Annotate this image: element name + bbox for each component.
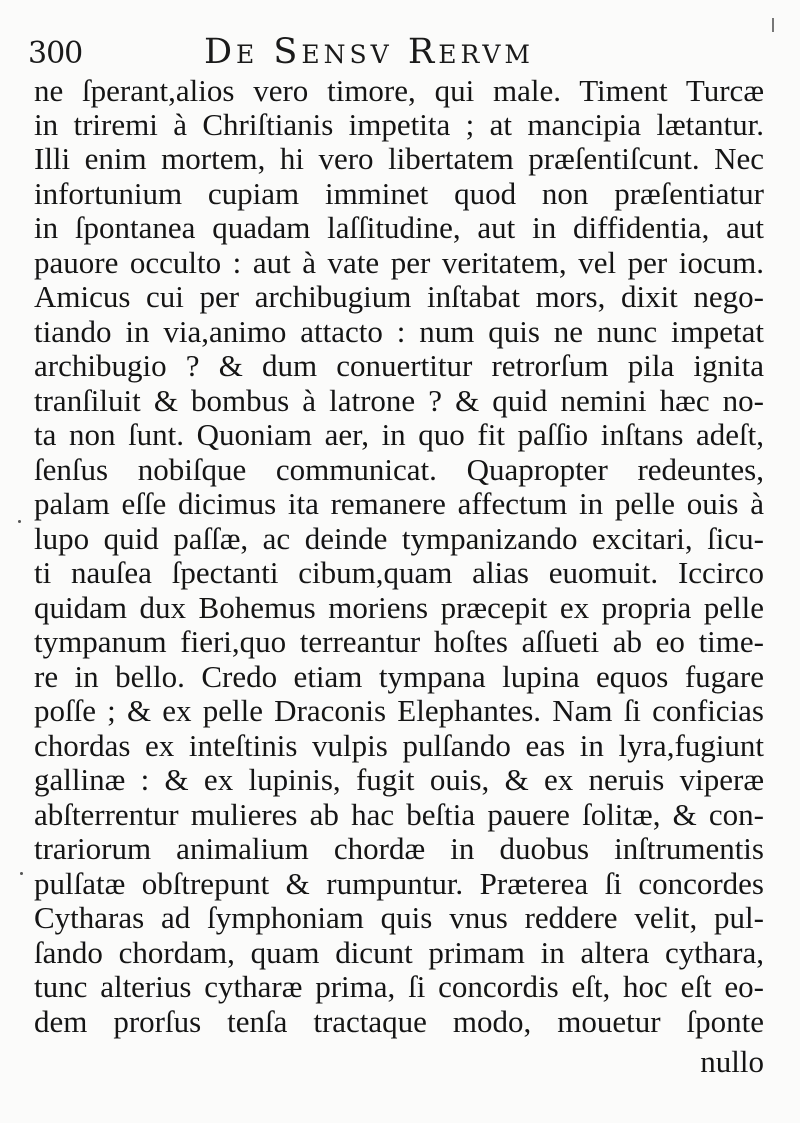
text-line: Cytharas ad ſymphoniam quis vnus reddere velit, pul- [34,901,764,935]
text-line: trariorum animalium chordæ in duobus inſtrumentis [34,832,764,866]
ink-speck [18,520,21,523]
text-line: abſterrentur mulieres ab hac beſtia pauere ſolitæ, & con- [34,798,764,832]
text-line: ta non ſunt. Quoniam aer, in quo fit paſſio inſtans adeſt, [34,418,764,452]
text-line: gallinæ : & ex lupinis, fugit ouis, & ex neruis viperæ [34,763,764,797]
text-line: Illi enim mortem, hi vero libertatem præſentiſcunt. Nec [34,142,764,176]
text-line: tunc alterius cytharæ prima, ſi concordis eſt, hoc eſt eo- [34,970,764,1004]
text-line: ſenſus nobiſque communicat. Quapropter redeuntes, [34,453,764,487]
running-head: De Sensv Rervm [204,32,535,72]
ink-speck [20,872,23,875]
page-number: 300 [28,36,83,71]
text-line: chordas ex inteſtinis vulpis pulſando eas in lyra,fugiunt [34,729,764,763]
text-line: palam eſſe dicimus ita remanere affectum in pelle ouis à [34,487,764,521]
text-line: poſſe ; & ex pelle Draconis Elephantes. Nam ſi conficias [34,694,764,728]
text-line: ne ſperant,alios vero timore, qui male. Timent Turcæ [34,74,764,108]
text-line: tympanum fieri,quo terreantur hoſtes aſſueti ab eo time- [34,625,764,659]
text-line: infortunium cupiam imminet quod non præſentiatur [34,177,764,211]
text-line: tiando in via,animo attacto : num quis ne nunc impetat [34,315,764,349]
text-line: re in bello. Credo etiam tympana lupina equos fugare [34,660,764,694]
page-edge-mark [772,18,774,32]
text-line: archibugio ? & dum conuertitur retrorſum pila ignita [34,349,764,383]
text-line: Amicus cui per archibugium inſtabat mors, dixit nego- [34,280,764,314]
text-line: quidam dux Bohemus moriens præcepit ex propria pelle [34,591,764,625]
text-line: tranſiluit & bombus à latrone ? & quid nemini hæc no- [34,384,764,418]
text-line: in triremi à Chriſtianis impetita ; at mancipia lætantur. [34,108,764,142]
text-line: ti nauſea ſpectanti cibum,quam alias euomuit. Iccirco [34,556,764,590]
text-line: lupo quid paſſæ, ac deinde tympanizando excitari, ſicu- [34,522,764,556]
text-line: dem prorſus tenſa tractaque modo, mouetur ſponte [34,1005,764,1039]
text-line: in ſpontanea quadam laſſitudine, aut in diffidentia, aut [34,211,764,245]
text-line: ſando chordam, quam dicunt primam in altera cythara, [34,936,764,970]
catchword: nullo [700,1045,764,1079]
text-line: pulſatæ obſtrepunt & rumpuntur. Præterea ſi concordes [34,867,764,901]
text-line: pauore occulto : aut à vate per veritatem, vel per iocum. [34,246,764,280]
